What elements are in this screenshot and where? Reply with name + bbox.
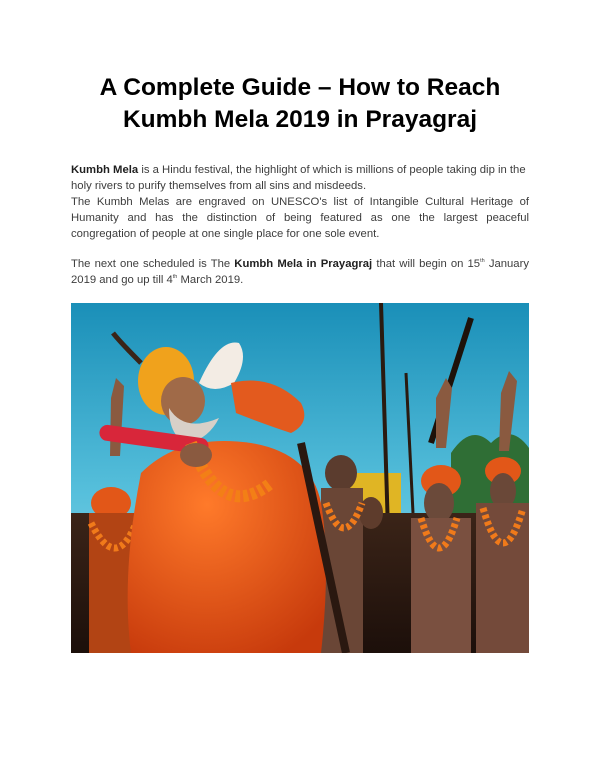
schedule-bold-term: Kumbh Mela in Prayagraj	[234, 258, 373, 270]
intro-sentence-2: The Kumbh Melas are engraved on UNESCO's list of Intangible Cultural Heritage of Humanity and has the distinction of being featured as one the largest peaceful congregation of people at one single place for one sole event.	[71, 196, 529, 240]
main-sadhu-face	[161, 377, 205, 425]
schedule-prefix: The next one scheduled is The	[71, 258, 231, 270]
schedule-suffix: March 2019.	[180, 274, 244, 286]
schedule-mid-2: January 2019 and go up till 4	[71, 258, 530, 286]
intro-bold-term: Kumbh Mela	[71, 164, 139, 176]
schedule-mid: that will begin on 15	[376, 258, 481, 270]
schedule-paragraph	[71, 256, 529, 288]
main-sadhu-hand	[180, 443, 212, 467]
schedule-sup-2: th	[172, 274, 178, 280]
page-title	[60, 72, 540, 136]
schedule-sup-1: th	[480, 258, 485, 264]
intro-sentence-1-text: is a Hindu festival, the highlight of which is millions of people taking dip in the holy rivers to purify themselves from all sins and misdeeds.	[71, 164, 526, 192]
title-line-2: Kumbh Mela 2019 in Prayagraj	[122, 106, 478, 133]
title-line-1: A Complete Guide – How to Reach	[99, 74, 501, 101]
intro-paragraph	[71, 162, 529, 242]
photo-illustration	[71, 303, 529, 653]
kumbh-mela-photo	[71, 303, 529, 653]
main-sadhu-robe	[128, 441, 326, 653]
intro-sentence-1	[71, 162, 529, 194]
